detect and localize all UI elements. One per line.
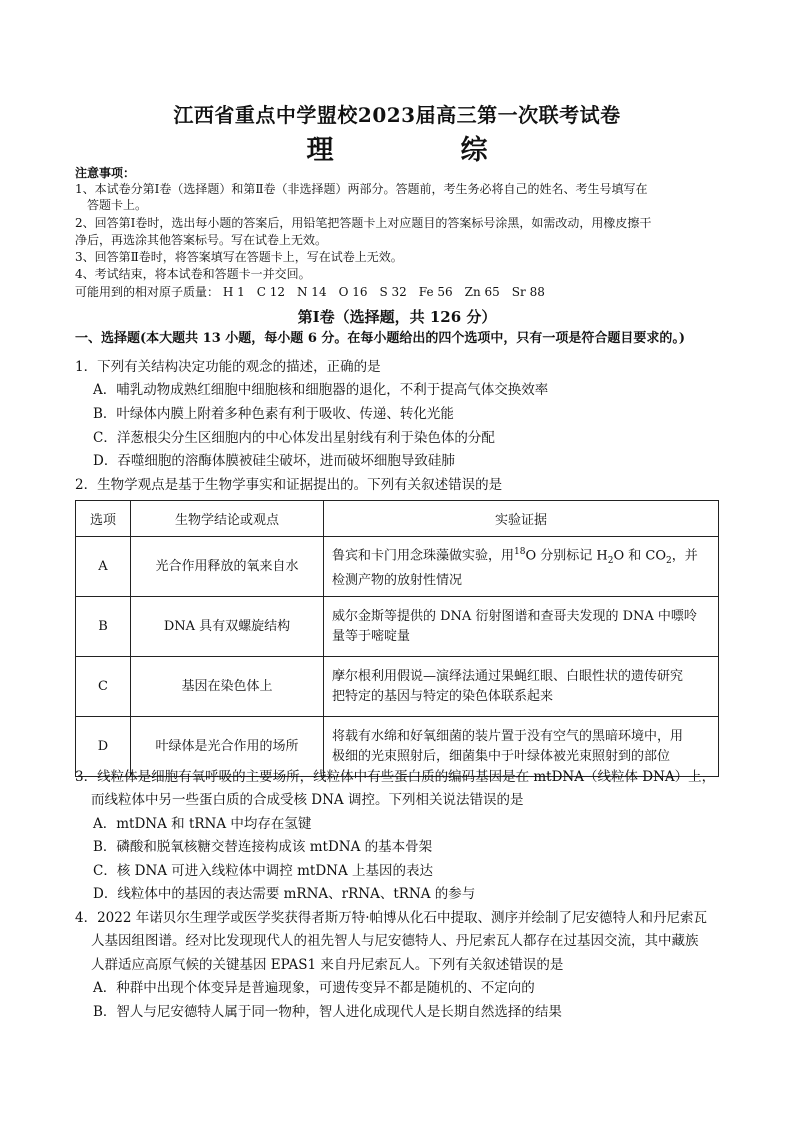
question-4-option-b: B．智人与尼安德特人属于同一物种，智人进化成现代人是长期自然选择的结果 — [93, 1004, 562, 1020]
question-4-stem-cont: 人群适应高原气候的关键基因 EPAS1 来自丹尼索瓦人。下列有关叙述错误的是 — [91, 957, 564, 973]
superscript: 18 — [514, 547, 526, 558]
question-3-option-a: A．mtDNA 和 tRNA 中均存在氢键 — [93, 816, 312, 832]
evidence-text: O 和 CO — [613, 548, 666, 564]
evidence-text: 将载有水绵和好氧细菌的装片置于没有空气的黑暗环境中，用 — [332, 728, 684, 744]
row-option: B — [76, 597, 131, 657]
question-2-stem: 2．生物学观点是基于生物学事实和证据提出的。下列有关叙述错误的是 — [75, 477, 503, 493]
exam-title: 江西省重点中学盟校2023届高三第一次联考试卷 — [173, 103, 621, 127]
question-3-stem: 3．线粒体是细胞有氧呼吸的主要场所，线粒体中有些蛋白质的编码基因是在 mtDNA（线粒体 DNA）上， — [75, 769, 716, 785]
row-evidence — [324, 657, 719, 717]
row-option: A — [76, 537, 131, 597]
header-option: 选项 — [76, 501, 131, 537]
header-evidence: 实验证据 — [324, 501, 719, 537]
question-3-option-d: D．线粒体中的基因的表达需要 mRNA、rRNA、tRNA 的参与 — [93, 886, 476, 902]
subject-title: 理 综 — [306, 135, 538, 166]
evidence-text: 把特定的基因与特定的染色体联系起来 — [332, 688, 554, 704]
section-title: 第Ⅰ卷（选择题，共 126 分） — [297, 308, 497, 326]
row-evidence — [324, 537, 719, 597]
evidence-text: 摩尔根利用假说—演绎法通过果蝇红眼、白眼性状的遗传研究 — [332, 668, 684, 684]
subscript: 2 — [607, 555, 614, 566]
table-row — [76, 537, 719, 597]
row-conclusion: DNA 具有双螺旋结构 — [131, 597, 324, 657]
evidence-text: 鲁宾和卡门用念珠藻做实验，用 — [332, 548, 515, 564]
question-3-stem-cont: 而线粒体中另一些蛋白质的合成受核 DNA 调控。下列相关说法错误的是 — [91, 792, 524, 808]
note-line: 净后，再选涂其他答案标号。写在试卷上无效。 — [75, 233, 328, 247]
row-conclusion: 基因在染色体上 — [131, 657, 324, 717]
row-conclusion: 光合作用释放的氧来自水 — [131, 537, 324, 597]
evidence-text: 威尔金斯等提供的 DNA 衍射图谱和查哥夫发现的 DNA 中嘌呤 — [332, 608, 697, 624]
question-1-option-a: A．哺乳动物成熟红细胞中细胞核和细胞器的退化，不利于提高气体交换效率 — [93, 382, 549, 398]
evidence-text: 极细的光束照射后，细菌集中于叶绿体被光束照射到的部位 — [332, 748, 671, 764]
note-line: 1、本试卷分第Ⅰ卷（选择题）和第Ⅱ卷（非选择题）两部分。答题前，考生务必将自己的姓名、考生号填写在 — [75, 182, 648, 196]
row-evidence — [324, 597, 719, 657]
question-4-stem: 4．2022 年诺贝尔生理学或医学奖获得者斯万特·帕博从化石中提取、测序并绘制了尼安德特人和丹尼索瓦 — [75, 910, 708, 926]
question-1-option-d: D．吞噬细胞的溶酶体膜被硅尘破坏，进而破坏细胞导致硅肺 — [93, 453, 455, 469]
note-line: 3、回答第Ⅱ卷时，将答案填写在答题卡上，写在试卷上无效。 — [75, 250, 403, 264]
row-option: D — [76, 717, 131, 777]
note-line: 4、考试结束，将本试卷和答题卡一并交回。 — [75, 267, 311, 281]
evidence-text: O 分别标记 H — [525, 548, 608, 564]
question-1-stem: 1．下列有关结构决定功能的观念的描述，正确的是 — [75, 359, 381, 375]
row-option: C — [76, 657, 131, 717]
table-header-row — [76, 501, 719, 537]
question-4-option-a: A．种群中出现个体变异是普遍现象，可遗传变异不都是随机的、不定向的 — [93, 980, 535, 996]
header-conclusion: 生物学结论或观点 — [131, 501, 324, 537]
question-1-option-c: C．洋葱根尖分生区细胞内的中心体发出星射线有利于染色体的分配 — [93, 430, 495, 446]
evidence-text: ，并 — [671, 548, 698, 564]
question-1-option-b: B．叶绿体内膜上附着多种色素有利于吸收、传递、转化光能 — [93, 406, 454, 422]
notes-heading: 注意事项： — [75, 166, 136, 180]
section-instruction: 一、选择题(本大题共 13 小题，每小题 6 分。在每小题给出的四个选项中，只有一项是符合题目要求的。) — [75, 331, 686, 346]
note-line: 答题卡上。 — [87, 198, 148, 212]
evidence-table — [75, 500, 719, 777]
table-row — [76, 597, 719, 657]
atomic-mass-line: 可能用到的相对原子质量： H 1 C 12 N 14 O 16 S 32 Fe 56 Zn 65 Sr 88 — [75, 285, 545, 299]
table-row — [76, 657, 719, 717]
subscript: 2 — [666, 555, 672, 566]
question-3-option-c: C．核 DNA 可进入线粒体中调控 mtDNA 上基因的表达 — [93, 863, 433, 879]
question-3-option-b: B．磷酸和脱氧核糖交替连接构成该 mtDNA 的基本骨架 — [93, 839, 433, 855]
evidence-text: 检测产物的放射性情况 — [332, 572, 463, 588]
note-line: 2、回答第Ⅰ卷时，选出每小题的答案后，用铅笔把答题卡上对应题目的答案标号涂黑，如需改动，用橡皮擦干 — [75, 216, 652, 230]
evidence-text: 量等于嘧啶量 — [332, 628, 411, 644]
row-conclusion: 叶绿体是光合作用的场所 — [131, 717, 324, 777]
question-4-stem-cont: 人基因组图谱。经对比发现现代人的祖先智人与尼安德特人、丹尼索瓦人都存在过基因交流，其中藏族 — [91, 933, 699, 949]
